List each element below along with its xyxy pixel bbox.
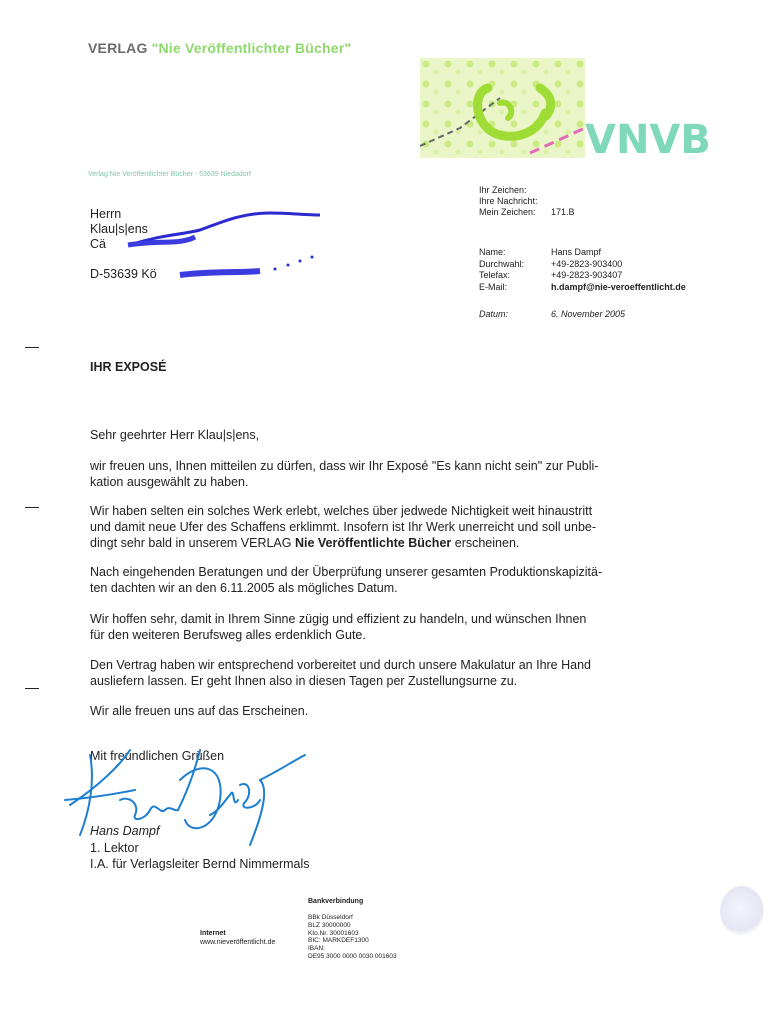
signer-role: 1. Lektor xyxy=(90,841,139,855)
paragraph-line: Wir haben selten ein solches Werk erlebt, welches über jedwede Nichtigkeit weit hinaustritt xyxy=(90,504,593,518)
reference-block xyxy=(479,185,575,218)
paragraph-line: Wir hoffen sehr, damit in Ihrem Sinne zügig und effizient zu handeln, und wünschen Ihnen xyxy=(90,612,587,626)
publisher-name: "Nie Veröffentlichter Bücher" xyxy=(151,40,352,56)
publisher-prefix: VERLAG xyxy=(88,40,152,56)
contact-label: Name: xyxy=(479,247,506,257)
ref-row xyxy=(479,185,575,196)
ref-row xyxy=(479,196,575,207)
contact-row xyxy=(479,259,686,271)
footer-bank-details xyxy=(308,914,397,961)
paragraph-6: Wir alle freuen uns auf das Erscheinen. xyxy=(90,704,309,718)
contact-label: E-Mail: xyxy=(479,281,508,292)
paragraph-1 xyxy=(90,458,690,490)
recipient-city: D-53639 Kö xyxy=(90,267,157,281)
paragraph-4 xyxy=(90,611,690,643)
text-run: dingt sehr bald in unserem VERLAG xyxy=(90,536,295,550)
date-row xyxy=(479,309,625,319)
paragraph-line: für den weiteren Berufsweg alles erdenklich Gute. xyxy=(90,628,366,642)
recipient-salutation: Herrn xyxy=(90,207,122,221)
contact-label: Telefax: xyxy=(479,270,511,280)
signer-name: Hans Dampf xyxy=(90,824,160,838)
paragraph-2 xyxy=(90,503,690,551)
redaction-scribble xyxy=(100,205,340,285)
recipient-name: Klau|s|ens xyxy=(90,222,148,236)
subject-line: IHR EXPOSÉ xyxy=(90,360,167,374)
publisher-logo xyxy=(420,58,720,158)
scan-smudge xyxy=(720,886,764,936)
footer-internet-value: www.nieveröffentlicht.de xyxy=(200,939,276,946)
bank-line: BLZ 30000000 xyxy=(308,921,351,929)
salutation: Sehr geehrter Herr Klau|s|ens, xyxy=(90,428,260,442)
fold-mark xyxy=(25,688,39,689)
paragraph-3 xyxy=(90,564,690,596)
fold-mark xyxy=(25,347,39,348)
publisher-title xyxy=(88,40,351,56)
ref-label: Ihr Zeichen: xyxy=(479,185,527,195)
text-run: erscheinen. xyxy=(451,536,520,550)
date-value: 6. November 2005 xyxy=(551,309,626,319)
footer-internet-label: Internet xyxy=(200,930,226,937)
logo-text: VNVB xyxy=(585,117,711,158)
fold-mark xyxy=(25,507,39,508)
contact-value: +49-2823-903400 xyxy=(551,258,623,269)
paragraph-line: wir freuen uns, Ihnen mitteilen zu dürfen, dass wir Ihr Exposé "Es kann nicht sein" zur Publi- xyxy=(90,459,599,473)
bank-line: DE95 3000 0000 0030 001603 xyxy=(308,952,397,960)
bank-line: IBAN: xyxy=(308,945,325,953)
contact-value: Hans Dampf xyxy=(551,247,602,257)
contact-label: Durchwahl: xyxy=(479,258,525,269)
paragraph-line: ausliefern lassen. Er geht Ihnen also in diesen Tagen per Zustellungsurne zu. xyxy=(90,674,518,688)
contact-row xyxy=(479,282,686,294)
contact-row xyxy=(479,270,686,282)
bank-line: BBk Düsseldorf xyxy=(308,914,353,921)
ref-row xyxy=(479,207,575,218)
contact-row xyxy=(479,247,686,259)
paragraph-line: Nach eingehenden Beratungen und der Überprüfung unserer gesamten Produktionskapizitä- xyxy=(90,565,603,579)
recipient-street: Cä xyxy=(90,237,106,251)
paragraph-line xyxy=(90,535,690,551)
paragraph-line: Den Vertrag haben wir entsprechend vorbereitet und durch unsere Makulatur an Ihre Hand xyxy=(90,658,591,672)
paragraph-5 xyxy=(90,657,690,689)
contact-block xyxy=(479,247,686,293)
signer-on-behalf: I.A. für Verlagsleiter Bernd Nimmermals xyxy=(90,857,310,871)
date-label: Datum: xyxy=(479,309,509,319)
footer-bank-label: Bankverbindung xyxy=(308,898,364,905)
bank-line: Kto.Nr. 30001603 xyxy=(308,929,359,937)
ref-label: Mein Zeichen: xyxy=(479,207,536,217)
paragraph-line: kation ausgewählt zu haben. xyxy=(90,475,249,489)
paragraph-line: und damit neue Ufer des Schaffens erklimmt. Insofern ist Ihr Werk unerreicht und soll unbe- xyxy=(90,520,597,534)
ref-label: Ihre Nachricht: xyxy=(479,196,538,206)
paragraph-line: ten dachten wir an den 6.11.2005 als mögliches Datum. xyxy=(90,581,398,595)
closing: Mit freundlichen Grüßen xyxy=(90,749,225,763)
ref-value: 171.B xyxy=(551,207,575,217)
sender-return-address: Verlag Nie Veröffentlichter Bücher - 53639 Niedadorf xyxy=(88,171,251,178)
publisher-name-bold: Nie Veröffentlichte Bücher xyxy=(294,536,452,550)
contact-value: +49-2823-903407 xyxy=(551,270,623,280)
bank-line: BIC: MARKDEF1300 xyxy=(308,937,369,945)
email-value: h.dampf@nie-veroeffentlicht.de xyxy=(551,281,686,292)
